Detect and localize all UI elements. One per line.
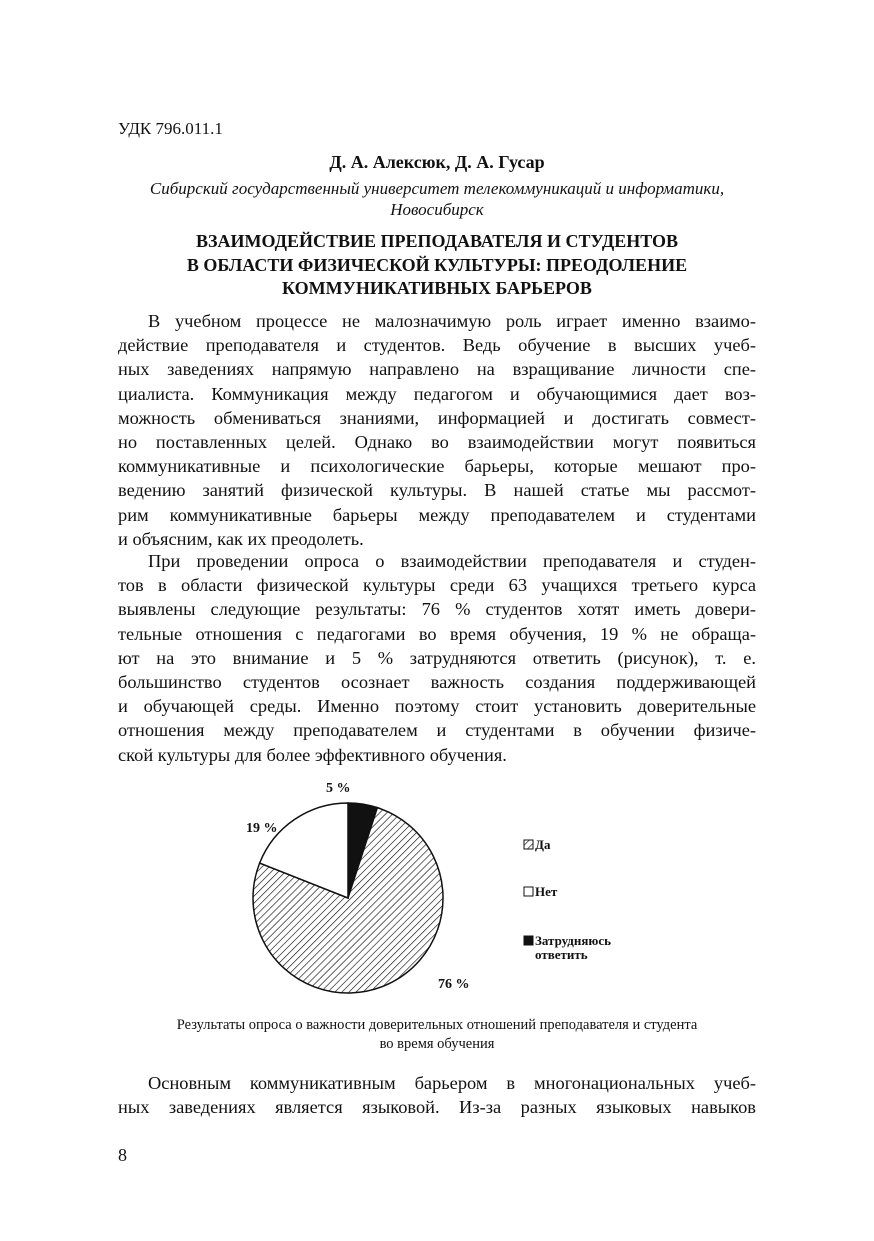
affiliation-line: Новосибирск (390, 200, 484, 219)
text-line: большинство студентов осознает важность создания поддерживающей (118, 672, 756, 693)
text-line: но поставленных целей. Однако во взаимодействии могут появиться (118, 432, 756, 453)
text-line: тов в области физической культуры среди 63 учащихся третьего курса (118, 575, 756, 596)
paragraph-2 (118, 549, 756, 767)
text-line: ют на это внимание и 5 % затрудняются ответить (рисунок), т. е. (118, 647, 756, 668)
caption-line: во время обучения (379, 1036, 495, 1052)
authors: Д. А. Алексюк, Д. А. Гусар (329, 152, 545, 172)
slice-value-label: 19 % (246, 821, 278, 836)
legend-label: Нет (535, 884, 558, 899)
title-line: КОММУНИКАТИВНЫХ БАРЬЕРОВ (282, 278, 592, 298)
text-line: выявлены следующие результаты: 76 % студентов хотят иметь довери- (118, 599, 756, 620)
page-number: 8 (118, 1145, 127, 1165)
legend-label: ответить (535, 947, 588, 962)
article-title (118, 230, 756, 301)
slice-value-label: 5 % (326, 781, 351, 796)
text-line: и объясним, как их преодолеть. (118, 528, 364, 549)
legend-label: Затрудняюсь (535, 933, 611, 948)
affiliation (118, 178, 756, 220)
text-line: В учебном процессе не малозначимую роль играет именно взаимо- (148, 311, 756, 331)
text-line: ской культуры для более эффективного обучения. (118, 744, 507, 765)
text-line: Основным коммуникативным барьером в многонациональных учеб- (148, 1073, 756, 1093)
survey-figure (118, 770, 756, 1010)
text-line: При проведении опроса о взаимодействии преподавателя и студен- (148, 551, 756, 571)
udk-code: УДК 796.011.1 (118, 119, 223, 138)
pie-chart (118, 770, 756, 1010)
text-line: ных заведениях напрямую направлено на взращивание личности спе- (118, 359, 756, 380)
title-line: В ОБЛАСТИ ФИЗИЧЕСКОЙ КУЛЬТУРЫ: ПРЕОДОЛЕНИЕ (186, 254, 688, 275)
text-line: действие преподавателя и студентов. Ведь обучение в высших учеб- (118, 335, 756, 356)
caption-line: Результаты опроса о важности доверительных отношений преподавателя и студента (176, 1017, 698, 1033)
title-line: ВЗАИМОДЕЙСТВИЕ ПРЕПОДАВАТЕЛЯ И СТУДЕНТОВ (195, 231, 679, 251)
text-line: ведению занятий физической культуры. В нашей статье мы рассмот- (118, 480, 756, 501)
text-line: циалиста. Коммуникация между педагогом и обучающимися дает воз- (118, 383, 756, 404)
text-line: коммуникативные и психологические барьеры, которые мешают про- (118, 456, 756, 477)
text-line: тельные отношения с педагогами во время обучения, 19 % не обраща- (118, 623, 756, 644)
slice-value-label: 76 % (438, 977, 470, 992)
legend-swatch-white (524, 887, 533, 896)
text-line: рим коммуникативные барьеры между преподавателем и студентами (118, 504, 756, 525)
text-line: ных заведениях является языковой. Из-за разных языковых навыков (118, 1097, 756, 1118)
paragraph-3 (118, 1071, 756, 1119)
text-line: и обучающей среды. Именно поэтому стоит установить доверительные (118, 696, 756, 717)
figure-caption (118, 1016, 756, 1054)
legend-swatch-black (524, 936, 533, 945)
legend-swatch-hatched (524, 840, 533, 849)
affiliation-line: Сибирский государственный университет телекоммуникаций и информатики, (149, 179, 725, 198)
text-line: отношения между преподавателем и студентами в обучении физиче- (118, 720, 756, 741)
text-line: можность обмениваться знаниями, информацией и достигать совмест- (118, 407, 756, 428)
paragraph-1 (118, 309, 756, 551)
legend-label: Да (535, 837, 551, 852)
